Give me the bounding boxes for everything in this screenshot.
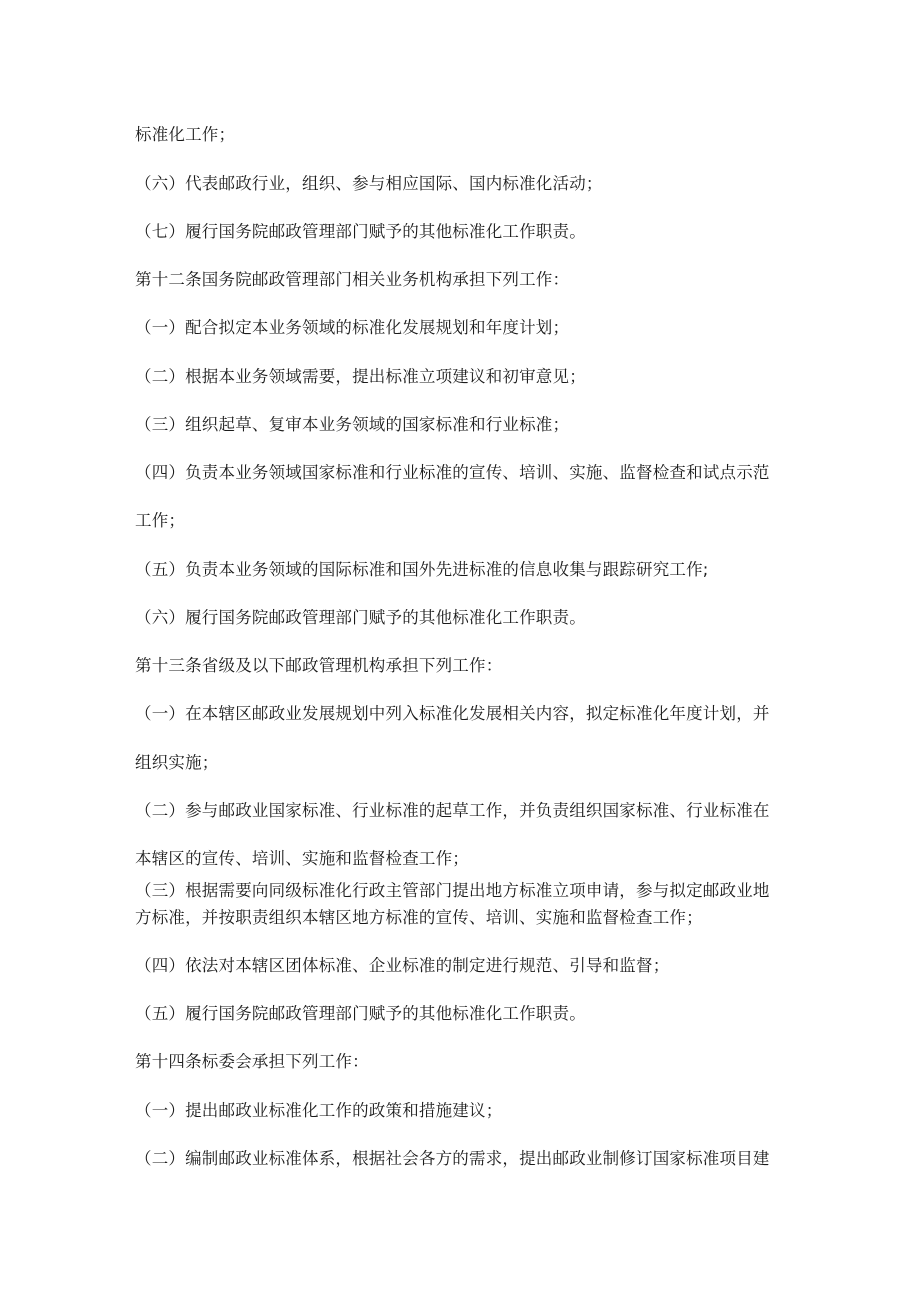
text-line: （一）配合拟定本业务领域的标准化发展规划和年度计划； — [135, 318, 570, 337]
text-line: （三）根据需要向同级标准化行政主管部门提出地方标准立项申请，参与拟定邮政业地 — [135, 881, 770, 900]
text-line: 本辖区的宣传、培训、实施和监督检查工作； — [135, 849, 469, 868]
text-line: （二）参与邮政业国家标准、行业标准的起草工作，并负责组织国家标准、行业标准在 — [135, 801, 770, 820]
text-line: （七）履行国务院邮政管理部门赋予的其他标准化工作职责。 — [135, 222, 586, 241]
article-heading: 第十二条国务院邮政管理部门相关业务机构承担下列工作： — [135, 270, 570, 289]
text-line: （一）在本辖区邮政业发展规划中列入标准化发展相关内容，拟定标准化年度计划，并 — [135, 704, 770, 723]
text-line: （五）负责本业务领域的国际标准和国外先进标准的信息收集与跟踪研究工作; — [135, 560, 709, 579]
text-line: （四）负责本业务领域国家标准和行业标准的宣传、培训、实施、监督检查和试点示范 — [135, 463, 770, 482]
text-line: （三）组织起草、复审本业务领域的国家标准和行业标准； — [135, 415, 570, 434]
text-line: （一）提出邮政业标准化工作的政策和措施建议； — [135, 1101, 503, 1120]
article-heading: 第十三条省级及以下邮政管理机构承担下列工作： — [135, 656, 503, 675]
text-line: （六）代表邮政行业，组织、参与相应国际、国内标准化活动； — [135, 174, 603, 193]
text-line: （六）履行国务院邮政管理部门赋予的其他标准化工作职责。 — [135, 608, 586, 627]
text-line: 标准化工作； — [135, 125, 236, 144]
text-line: 组织实施； — [135, 753, 219, 772]
text-line: （五）履行国务院邮政管理部门赋予的其他标准化工作职责。 — [135, 1004, 586, 1023]
text-line: 方标准，并按职责组织本辖区地方标准的宣传、培训、实施和监督检查工作； — [135, 908, 703, 927]
text-line: （四）依法对本辖区团体标准、企业标准的制定进行规范、引导和监督； — [135, 956, 670, 975]
text-line: （二）根据本业务领域需要，提出标准立项建议和初审意见； — [135, 367, 586, 386]
article-heading: 第十四条标委会承担下列工作： — [135, 1052, 369, 1071]
text-line: （二）编制邮政业标准体系，根据社会各方的需求，提出邮政业制修订国家标准项目建 — [135, 1149, 770, 1168]
text-line: 工作； — [135, 511, 186, 530]
